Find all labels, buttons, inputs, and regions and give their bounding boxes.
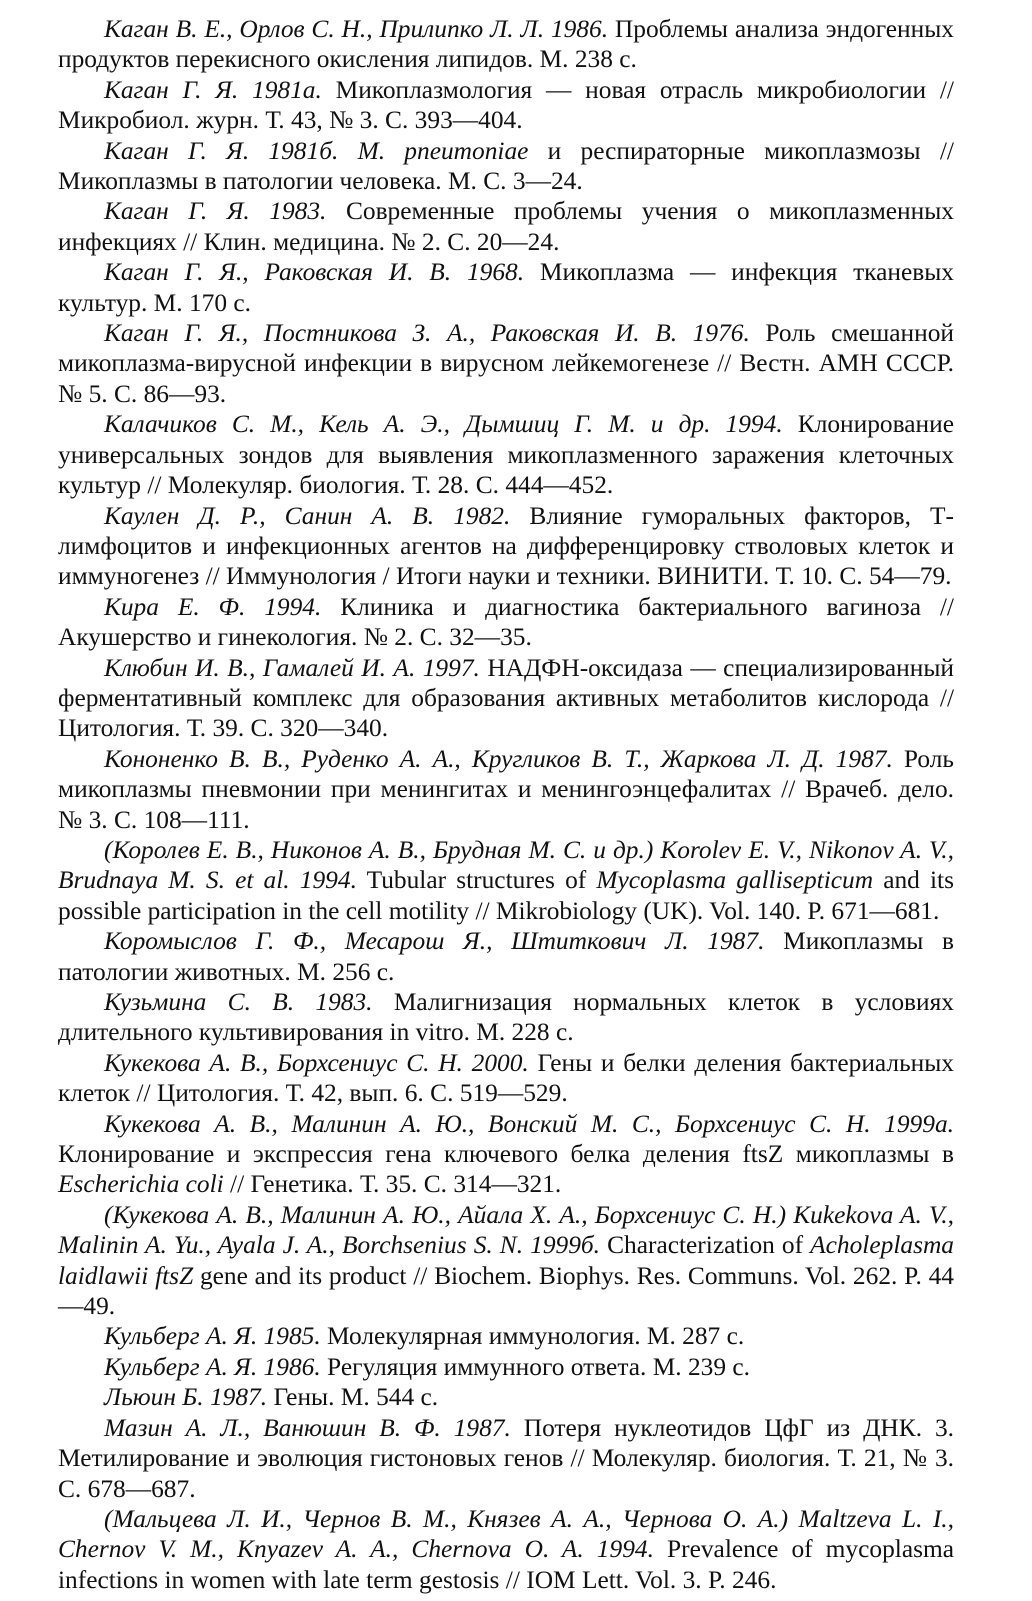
reference-entry <box>58 1382 954 1412</box>
reference-entry <box>58 592 954 653</box>
reference-text: Клонирование универсальных зондов для выявления микоплазменного заражения клеточных культур // Молекуляр. биология. Т. 28. С. 444—452. <box>58 410 954 500</box>
reference-text: Characterization of <box>600 1231 811 1260</box>
reference-text: Роль микоплазмы пневмонии при менингитах и менингоэнцефалитах // Врачеб. дело. № 3. С. 108—111. <box>58 744 955 834</box>
reference-entry <box>58 835 954 926</box>
reference-author: Коромыслов Г. Ф., Месарош Я., Штиткович Л. 1987. <box>104 927 765 956</box>
reference-text: Современные проблемы учения о микоплазменных инфекциях // Клин. медицина. № 2. С. 20—24. <box>58 197 954 256</box>
reference-entry <box>58 1109 954 1200</box>
reference-text: Prevalence of mycoplasma infections in women with late term gestosis // IOM Lett. Vol. 3. P. 246. <box>58 1535 954 1594</box>
reference-text: Молекулярная иммунология. М. 287 с. <box>320 1322 745 1351</box>
reference-entry <box>58 744 954 835</box>
reference-entry <box>58 1504 954 1595</box>
reference-text: НАДФН-оксидаза — специализированный ферментативный комплекс для образования активных метаболитов кислорода // Цитология. Т. 39. С. 320—340. <box>58 653 954 743</box>
reference-author: Клюбин И. В., Гамалей И. А. 1997. <box>104 653 480 682</box>
reference-text: Микоплазмология — новая отрасль микробиологии // Микробиол. журн. Т. 43, № 3. С. 393—404. <box>58 75 954 135</box>
reference-author: Кукекова А. В., Борхсениус С. Н. 2000. <box>104 1048 529 1077</box>
reference-entry <box>58 926 954 987</box>
reference-text: Гены. М. 544 с. <box>267 1383 439 1412</box>
reference-text: Гены и белки деления бактериальных клеток // Цитология. Т. 42, вып. 6. С. 519—529. <box>58 1048 955 1108</box>
reference-entry <box>58 1413 954 1504</box>
reference-entry <box>58 1048 954 1109</box>
reference-text: и респираторные микоплазмозы // Микоплазмы в патологии человека. М. С. 3—24. <box>58 136 954 196</box>
reference-entry <box>58 1352 954 1382</box>
reference-entry <box>58 653 954 744</box>
reference-author: Кукекова А. В., Малинин А. Ю., Вонский М. С., Борхсениус С. Н. 1999а. <box>104 1109 954 1138</box>
reference-entry <box>58 987 954 1048</box>
reference-text: gene and its product // Biochem. Biophys. Res. Communs. Vol. 262. P. 44—49. <box>58 1261 954 1321</box>
reference-entry <box>58 257 954 318</box>
reference-entry <box>58 1200 954 1322</box>
reference-text: Потеря нуклеотидов ЦфГ из ДНК. 3. Метилирование и эволюция гистоновых генов // Молекуляр. биология. Т. 21, № 3. С. 678—687. <box>58 1413 955 1503</box>
reference-entry <box>58 501 954 592</box>
reference-text: Малигнизация нормальных клеток в условиях длительного культивирования in vitro. М. 228 с. <box>58 988 954 1047</box>
reference-text: Роль смешанной микоплазма-вирусной инфекции в вирусном лейкемогенезе // Вестн. АМН СССР. № 5. С. 86—93. <box>58 319 954 408</box>
reference-author: Каган Г. Я. 1981а. <box>104 75 322 104</box>
reference-italic-text: M. pneumoniae <box>357 136 529 165</box>
reference-text: and its possible participation in the cell motility // Mikrobiology (UK). Vol. 140. P. 671—681. <box>58 866 954 925</box>
reference-text: // Генетика. Т. 35. С. 314—321. <box>223 1170 562 1199</box>
reference-author: Каган Г. Я. 1981б. <box>104 136 339 165</box>
reference-italic-text: Mycoplasma gallisepticum <box>596 866 874 895</box>
reference-entry <box>58 75 954 136</box>
reference-entry <box>58 196 954 257</box>
reference-entry <box>58 14 954 75</box>
reference-author: Калачиков С. М., Кель А. Э., Дымшиц Г. М. и др. 1994. <box>104 410 783 439</box>
reference-text <box>338 137 357 165</box>
reference-author: Кира Е. Ф. 1994. <box>104 592 322 621</box>
reference-entry <box>58 136 954 197</box>
reference-author: Кульберг А. Я. 1985. <box>104 1322 321 1351</box>
reference-author: Каган В. Е., Орлов С. Н., Прилипко Л. Л. 1986. <box>104 15 609 43</box>
reference-author: (Кукекова А. В., Малинин А. Ю., Айала Х. А., Борхсениус С. Н.) Kukekova A. V., Malinin A. Yu., Ayala J. A., Borchsenius S. N. 1999б. <box>58 1200 954 1260</box>
reference-author: Каган Г. Я., Раковская И. В. 1968. <box>104 258 525 287</box>
reference-text: Проблемы анализа эндогенных продуктов перекисного окисления липидов. М. 238 с. <box>58 15 954 74</box>
reference-author: (Мальцева Л. И., Чернов В. М., Князев А. А., Чернова О. А.) Maltzeva L. I., Chernov V. M., Knyazev A. A., Chernova O. A. 1994. <box>58 1504 954 1564</box>
reference-text: Влияние гуморальных факторов, Т-лимфоцитов и инфекционных агентов на дифференцировку стволовых клеток и иммуногенез // Иммунология / Итоги науки и техники. ВИНИТИ. Т. 10. С. 54—79. <box>58 501 954 591</box>
reference-author: Льюин Б. 1987. <box>104 1383 268 1412</box>
reference-author: Кононенко В. В., Руденко А. А., Кругликов В. Т., Жаркова Л. Д. 1987. <box>104 744 893 773</box>
reference-italic-text: Acholeplasma laidlawii ftsZ <box>58 1231 954 1290</box>
reference-text: Регуляция иммунного ответа. М. 239 с. <box>320 1352 751 1381</box>
reference-entry <box>58 409 954 500</box>
reference-author: Мазин А. Л., Ванюшин В. Ф. 1987. <box>104 1413 511 1442</box>
reference-author: Кульберг А. Я. 1986. <box>104 1352 321 1381</box>
reference-author: Кузьмина С. В. 1983. <box>104 988 373 1016</box>
reference-text: Клонирование и экспрессия гена ключевого белка деления ftsZ микоплазмы в <box>58 1140 954 1169</box>
reference-text: Микоплазма — инфекция тканевых культур. М. 170 с. <box>58 258 954 317</box>
reference-author: Каган Г. Я. 1983. <box>104 197 327 226</box>
reference-text: Tubular structures of <box>356 866 597 895</box>
reference-entry <box>58 1321 954 1351</box>
reference-author: (Королев Е. В., Никонов А. В., Брудная М. С. и др.) Korolev E. V., Nikonov A. V., Brudnaya M. S. et al. 1994. <box>58 835 954 895</box>
reference-entry <box>58 318 954 409</box>
reference-italic-text: Escherichia coli <box>58 1170 224 1199</box>
reference-text: Клиника и диагностика бактериального вагиноза // Акушерство и гинекология. № 2. С. 32—35. <box>58 592 954 652</box>
reference-author: Каулен Д. Р., Санин А. В. 1982. <box>104 501 511 530</box>
reference-text: Микоплазмы в патологии животных. М. 256 с. <box>58 927 955 986</box>
reference-author: Каган Г. Я., Постникова З. А., Раковская И. В. 1976. <box>104 319 750 348</box>
